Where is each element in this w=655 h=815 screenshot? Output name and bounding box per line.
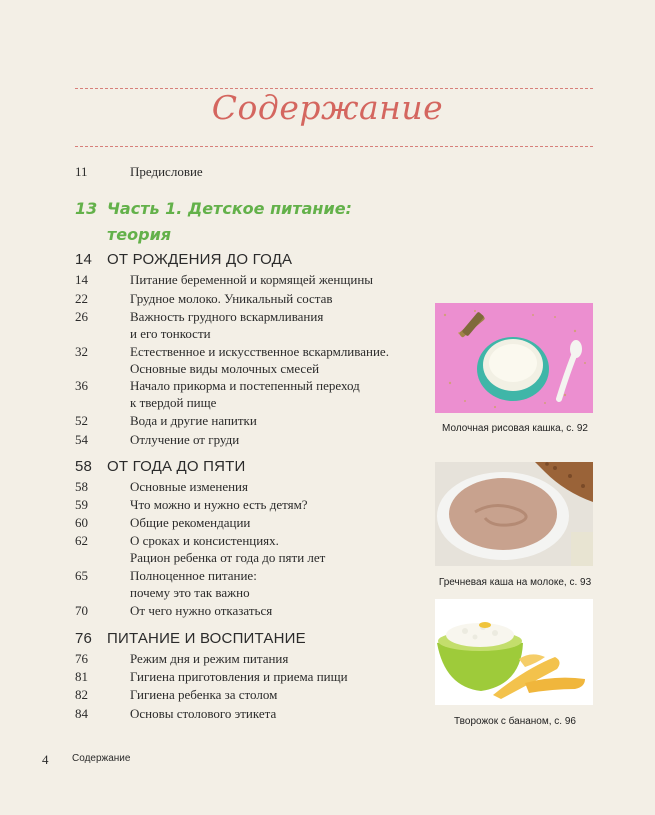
toc-page-number: 22 (75, 291, 88, 306)
toc-entry-label: Основные изменения (130, 479, 248, 494)
part-page-number: 13 (75, 199, 98, 218)
toc-entry-label: От чего нужно отказаться (130, 603, 273, 618)
section-page-number: 14 (75, 251, 93, 268)
toc-entry-line: и его тонкости (130, 326, 211, 341)
toc-page-number: 59 (75, 497, 88, 512)
section-page-number: 58 (75, 458, 93, 475)
toc-page-number: 58 (75, 479, 88, 494)
toc-page-number: 36 (75, 378, 88, 393)
toc-page-number: 52 (75, 413, 88, 428)
toc-entry-label (130, 567, 430, 601)
buckwheat-porridge-illustration (435, 462, 593, 566)
toc-page-number: 11 (75, 164, 88, 179)
section-title: ОТ РОЖДЕНИЯ ДО ГОДА (107, 251, 293, 268)
toc-entry-line: Естественное и искусственное вскармливание. (130, 344, 389, 359)
part-title-line2: теория (107, 225, 172, 244)
toc-page-number: 14 (75, 272, 88, 287)
toc-entry-label: Грудное молоко. Уникальный состав (130, 291, 333, 306)
footer-label: Содержание (72, 753, 131, 764)
section-title: ОТ ГОДА ДО ПЯТИ (107, 458, 246, 475)
toc-entry-line: О сроках и консистенциях. (130, 533, 279, 548)
toc-entry-label: Отлучение от груди (130, 432, 240, 447)
cottage-cheese-banana-illustration (435, 599, 593, 705)
toc-page-number: 32 (75, 344, 88, 359)
photo-rice-porridge (435, 303, 593, 413)
toc-entry-label: Питание беременной и кормящей женщины (130, 272, 374, 287)
toc-entry-label (130, 532, 430, 566)
toc-entry-label (130, 308, 430, 342)
toc-entry-line: почему это так важно (130, 585, 250, 600)
toc-page-number: 60 (75, 515, 88, 530)
photo-cottage-cheese-banana (435, 599, 593, 705)
section-page-number: 76 (75, 630, 93, 647)
toc-entry-line: Основные виды молочных смесей (130, 361, 320, 376)
footer-page-number: 4 (42, 752, 49, 767)
toc-entry-line: Начало прикорма и постепенный переход (130, 378, 360, 393)
part-title-line1: Часть 1. Детское питание: (107, 199, 352, 218)
toc-entry-label (130, 377, 430, 411)
toc-entry-label: Вода и другие напитки (130, 413, 257, 428)
toc-entry-label (130, 343, 430, 377)
photo-caption: Творожок с бананом, с. 96 (454, 716, 576, 727)
toc-entry-label: Гигиена ребенка за столом (130, 687, 278, 702)
toc-page-number: 70 (75, 603, 88, 618)
toc-page-number: 26 (75, 309, 88, 324)
section-title: ПИТАНИЕ И ВОСПИТАНИЕ (107, 630, 306, 647)
toc-entry-label: Основы столового этикета (130, 706, 277, 721)
toc-entry-label: Режим дня и режим питания (130, 651, 289, 666)
photo-caption: Молочная рисовая кашка, с. 92 (442, 423, 588, 434)
toc-page-number: 62 (75, 533, 88, 548)
toc-page-number: 54 (75, 432, 88, 447)
toc-page-number: 76 (75, 651, 88, 666)
toc-entry-line: Важность грудного вскармливания (130, 309, 324, 324)
page-title: Содержание (211, 88, 444, 127)
toc-entry-line: к твердой пище (130, 395, 217, 410)
toc-page-number: 82 (75, 687, 88, 702)
toc-page-number: 81 (75, 669, 88, 684)
toc-page-number: 84 (75, 706, 88, 721)
toc-entry-label: Предисловие (130, 164, 203, 179)
toc-entry-label: Общие рекомендации (130, 515, 251, 530)
toc-entry-line: Полноценное питание: (130, 568, 257, 583)
title-dashed-rule (75, 146, 593, 147)
toc-entry-label: Что можно и нужно есть детям? (130, 497, 308, 512)
rice-porridge-illustration (435, 303, 593, 413)
toc-page-number: 65 (75, 568, 88, 583)
photo-caption: Гречневая каша на молоке, с. 93 (438, 577, 592, 588)
toc-entry-line: Рацион ребенка от года до пяти лет (130, 550, 326, 565)
toc-entry-label: Гигиена приготовления и приема пищи (130, 669, 348, 684)
part-title (107, 196, 397, 248)
photo-buckwheat-porridge (435, 462, 593, 566)
